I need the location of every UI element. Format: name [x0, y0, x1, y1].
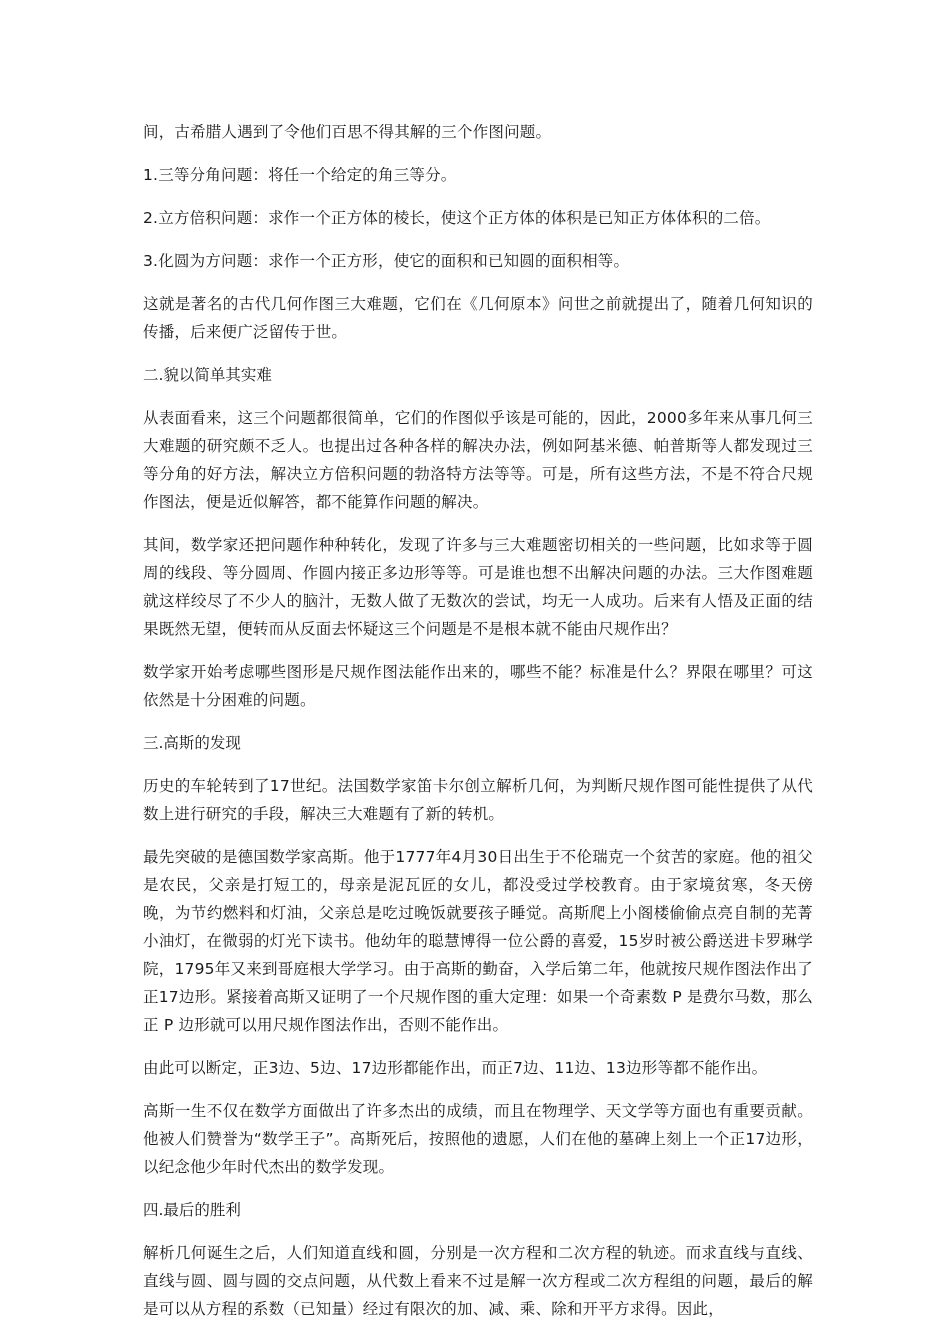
- problem-1-paragraph: 1.三等分角问题：将任一个给定的角三等分。: [143, 166, 457, 184]
- body-paragraph: 解析几何诞生之后，人们知道直线和圆，分别是一次方程和二次方程的轨迹。而求直线与直线、直线与圆、圆与圆的交点问题，从代数上看来不过是解一次方程或二次方程组的问题，最后的解是可以从方程的系数（已知量）经过有限次的加、减、乘、除和开平方求得。因此，: [143, 1244, 813, 1318]
- body-paragraph: 其间，数学家还把问题作种种转化，发现了许多与三大难题密切相关的一些问题，比如求等于圆周的线段、等分圆周、作圆内接正多边形等等。可是谁也想不出解决问题的办法。三大作图难题就这样绞尽了不少人的脑汁，无数人做了无数次的尝试，均无一人成功。后来有人悟及正面的结果既然无望，便转而从反面去怀疑这三个问题是不是根本就不能由尺规作出？: [143, 536, 813, 638]
- body-paragraph: 历史的车轮转到了17世纪。法国数学家笛卡尔创立解析几何，为判断尺规作图可能性提供了从代数上进行研究的手段，解决三大难题有了新的转机。: [143, 777, 813, 823]
- intro-paragraph: 间，古希腊人遇到了令他们百思不得其解的三个作图问题。: [143, 123, 552, 141]
- section-heading-2: 二.貌以简单其实难: [143, 366, 272, 384]
- section-heading-4: 四.最后的胜利: [143, 1201, 241, 1219]
- body-paragraph: 从表面看来，这三个问题都很简单，它们的作图似乎该是可能的，因此，2000多年来从事几何三大难题的研究颇不乏人。也提出过各种各样的解决办法，例如阿基米德、帕普斯等人都发现过三等分角的好方法，解决立方倍积问题的勃洛特方法等等。可是，所有这些方法，不是不符合尺规作图法，便是近似解答，都不能算作问题的解决。: [143, 409, 813, 511]
- body-paragraph: 高斯一生不仅在数学方面做出了许多杰出的成绩，而且在物理学、天文学等方面也有重要贡献。他被人们赞誉为“数学王子”。高斯死后，按照他的遗愿，人们在他的墓碑上刻上一个正17边形，以纪念他少年时代杰出的数学发现。: [143, 1102, 813, 1176]
- document-body: [143, 118, 813, 1338]
- body-paragraph: 最先突破的是德国数学家高斯。他于1777年4月30日出生于不伦瑞克一个贫苦的家庭。他的祖父是农民，父亲是打短工的，母亲是泥瓦匠的女儿，都没受过学校教育。由于家境贫寒，冬天傍晚，为节约燃料和灯油，父亲总是吃过晚饭就要孩子睡觉。高斯爬上小阁楼偷偷点亮自制的芜菁小油灯，在微弱的灯光下读书。他幼年的聪慧博得一位公爵的喜爱，15岁时被公爵送进卡罗琳学院，1795年又来到哥庭根大学学习。由于高斯的勤奋，入学后第二年，他就按尺规作图法作出了正17边形。紧接着高斯又证明了一个尺规作图的重大定理：如果一个奇素数 P 是费尔马数，那么正 P 边形就可以用尺规作图法作出，否则不能作出。: [143, 848, 813, 1034]
- section-heading-3: 三.高斯的发现: [143, 734, 241, 752]
- summary-paragraph: 这就是著名的古代几何作图三大难题，它们在《几何原本》问世之前就提出了，随着几何知识的传播，后来便广泛留传于世。: [143, 295, 813, 341]
- problem-3-paragraph: 3.化圆为方问题：求作一个正方形，使它的面积和已知圆的面积相等。: [143, 252, 630, 270]
- problem-2-paragraph: 2.立方倍积问题：求作一个正方体的棱长，使这个正方体的体积是已知正方体体积的二倍。: [143, 209, 771, 227]
- body-paragraph: 数学家开始考虑哪些图形是尺规作图法能作出来的，哪些不能？标准是什么？界限在哪里？可这依然是十分困难的问题。: [143, 663, 813, 709]
- body-paragraph: 由此可以断定，正3边、5边、17边形都能作出，而正7边、11边、13边形等都不能作出。: [143, 1059, 768, 1077]
